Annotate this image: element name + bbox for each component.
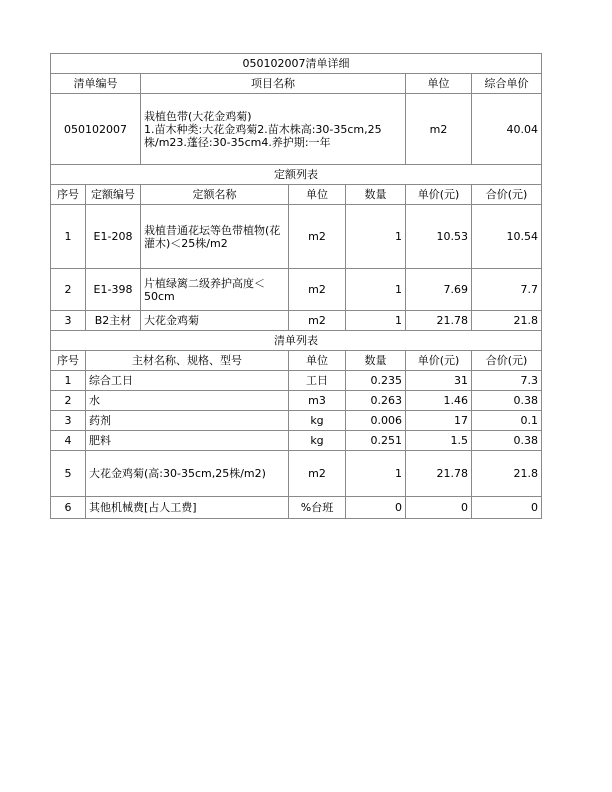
list-name: 水 [86,391,289,411]
list-qty: 0 [346,497,406,519]
list-qty: 0.251 [346,431,406,451]
list-unit: m3 [289,391,346,411]
quota-name: 栽植昔通花坛等色带植物(花灌木)＜25株/m2 [141,205,289,269]
quota-unit-price: 10.53 [406,205,472,269]
quota-unit-price: 21.78 [406,311,472,331]
list-row [51,431,542,451]
item-row [51,94,542,165]
list-unit-price: 1.46 [406,391,472,411]
list-qty: 0.006 [346,411,406,431]
list-qty: 0.263 [346,391,406,411]
list-qty: 1 [346,451,406,497]
quota-index: 2 [51,269,86,311]
list-index: 6 [51,497,86,519]
list-header-unit-price: 单价(元) [406,351,472,371]
quota-header-index: 序号 [51,185,86,205]
quota-total: 10.54 [472,205,542,269]
list-unit: kg [289,431,346,451]
item-price: 40.04 [472,94,542,165]
list-unit: kg [289,411,346,431]
quota-row [51,311,542,331]
list-row [51,411,542,431]
list-index: 4 [51,431,86,451]
quota-qty: 1 [346,269,406,311]
quota-unit: m2 [289,311,346,331]
item-code: 050102007 [51,94,141,165]
list-unit-price: 0 [406,497,472,519]
list-name: 大花金鸡菊(高:30-35cm,25株/m2) [86,451,289,497]
list-qty: 0.235 [346,371,406,391]
quota-unit: m2 [289,205,346,269]
list-index: 5 [51,451,86,497]
quota-code: B2主材 [86,311,141,331]
list-header-row [51,351,542,371]
quota-header-row [51,185,542,205]
quota-qty: 1 [346,205,406,269]
quota-header-unit: 单位 [289,185,346,205]
list-row [51,451,542,497]
list-unit-price: 21.78 [406,451,472,497]
list-header-index: 序号 [51,351,86,371]
list-total: 0 [472,497,542,519]
list-header-qty: 数量 [346,351,406,371]
quota-total: 21.8 [472,311,542,331]
quota-code: E1-398 [86,269,141,311]
list-header-name: 主材名称、规格、型号 [86,351,289,371]
list-total: 0.38 [472,391,542,411]
quota-name: 大花金鸡菊 [141,311,289,331]
list-index: 1 [51,371,86,391]
list-header-total: 合价(元) [472,351,542,371]
list-unit: %台班 [289,497,346,519]
header-name: 项目名称 [141,74,406,94]
list-total: 0.38 [472,431,542,451]
quota-header-code: 定额编号 [86,185,141,205]
quota-index: 1 [51,205,86,269]
quota-row [51,269,542,311]
list-name: 其他机械费[占人工费] [86,497,289,519]
list-row [51,391,542,411]
list-name: 药剂 [86,411,289,431]
header-price: 综合单价 [472,74,542,94]
quota-code: E1-208 [86,205,141,269]
quota-unit: m2 [289,269,346,311]
header-code: 清单编号 [51,74,141,94]
quota-total: 7.7 [472,269,542,311]
quota-header-unit-price: 单价(元) [406,185,472,205]
list-unit-price: 17 [406,411,472,431]
list-unit-price: 1.5 [406,431,472,451]
list-unit: m2 [289,451,346,497]
list-index: 2 [51,391,86,411]
quota-name: 片植绿篱二级养护高度＜50cm [141,269,289,311]
item-unit: m2 [406,94,472,165]
list-name: 综合工日 [86,371,289,391]
list-row [51,497,542,519]
detail-table [50,53,542,519]
quota-index: 3 [51,311,86,331]
list-total: 0.1 [472,411,542,431]
item-name: 栽植色带(大花金鸡菊) 1.苗木种类:大花金鸡菊2.苗木株高:30-35cm,25株/m23.蓬径:30-35cm4.养护期:一年 [141,94,406,165]
sheet-title: 050102007清单详细 [51,54,542,74]
header-unit: 单位 [406,74,472,94]
quota-section-title: 定额列表 [51,165,542,185]
list-unit: 工日 [289,371,346,391]
item-header-row [51,74,542,94]
quota-header-total: 合价(元) [472,185,542,205]
list-unit-price: 31 [406,371,472,391]
list-index: 3 [51,411,86,431]
quota-header-name: 定额名称 [141,185,289,205]
list-header-unit: 单位 [289,351,346,371]
list-name: 肥料 [86,431,289,451]
list-row [51,371,542,391]
quota-qty: 1 [346,311,406,331]
quota-header-qty: 数量 [346,185,406,205]
list-total: 7.3 [472,371,542,391]
list-section-title: 清单列表 [51,331,542,351]
quota-unit-price: 7.69 [406,269,472,311]
quota-row [51,205,542,269]
list-total: 21.8 [472,451,542,497]
